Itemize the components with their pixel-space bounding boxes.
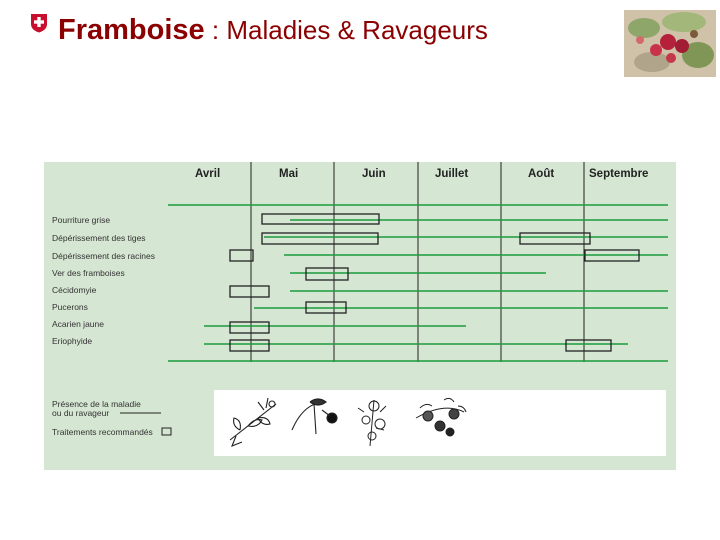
illustrations-strip	[214, 390, 666, 456]
damaged-flower-sketch-icon	[358, 400, 386, 446]
legend-presence-label: Présence de la maladie	[52, 399, 141, 409]
legend-treatment-sample	[162, 428, 171, 435]
row-label: Dépérissement des tiges	[52, 233, 146, 243]
row-label: Ver des framboises	[52, 268, 125, 278]
treatment-box	[306, 268, 348, 280]
treatment-box	[230, 322, 269, 333]
treatment-box	[230, 340, 269, 351]
title-main: Framboise	[58, 14, 205, 46]
pest-calendar-panel	[44, 162, 676, 470]
legend-presence-label: ou du ravageur	[52, 408, 110, 418]
treatment-box	[262, 233, 378, 244]
fruiting-cane-sketch-icon	[292, 399, 337, 434]
treatment-box	[566, 340, 611, 351]
legend-treatment-label: Traitements recommandés	[52, 427, 153, 437]
month-label: Septembre	[589, 168, 649, 180]
month-label: Juin	[362, 168, 386, 180]
treatment-box	[262, 214, 379, 224]
row-label: Pucerons	[52, 302, 88, 312]
month-label: Mai	[279, 168, 299, 180]
row-label: Eriophyide	[52, 336, 93, 346]
row-label: Pourriture grise	[52, 215, 111, 225]
swiss-cross-icon	[30, 13, 48, 33]
month-label: Juillet	[435, 168, 469, 180]
raspberry-cluster-sketch-icon	[416, 398, 466, 436]
month-label: Avril	[195, 168, 221, 180]
treatment-box	[520, 233, 590, 244]
treatment-box	[230, 250, 253, 261]
treatment-box	[230, 286, 269, 297]
page-title	[58, 14, 488, 47]
row-label: Acarien jaune	[52, 319, 104, 329]
row-label: Dépérissement des racines	[52, 251, 155, 261]
month-label: Août	[528, 168, 555, 180]
plant-stem-sketch-icon	[230, 398, 276, 446]
row-label: Cécidomyie	[52, 285, 97, 295]
title-subtitle: : Maladies & Ravageurs	[204, 15, 488, 45]
raspberry-photo-icon	[624, 10, 716, 77]
